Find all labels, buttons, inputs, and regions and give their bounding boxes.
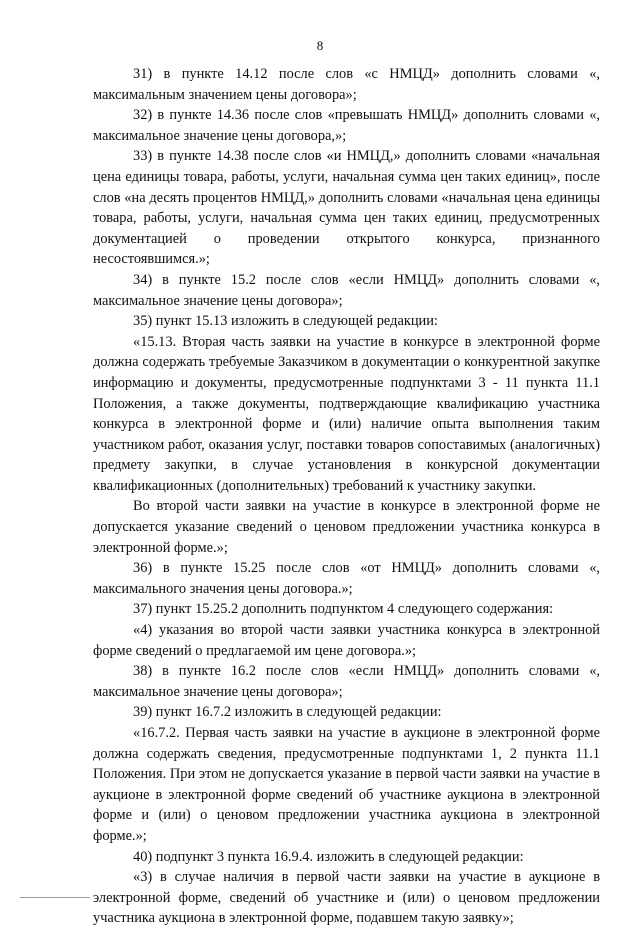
page-number: 8: [316, 38, 324, 53]
paragraph-item-40: 40) подпункт 3 пункта 16.9.4. изложить в следующей редакции:: [133, 848, 524, 865]
paragraph-item-38: 38) в пункте 16.2 после слов «если НМЦД» дополнить словами «, максимальное значение цены договора»;: [93, 663, 600, 700]
document-body: [93, 64, 600, 929]
paragraph-item-31: 31) в пункте 14.12 после слов «с НМЦД» дополнить словами «, максимальным значением цены договора»;: [93, 66, 600, 103]
footer-divider: [20, 897, 90, 898]
paragraph-quote-16-7-2: «16.7.2. Первая часть заявки на участие в аукционе в электронной форме должна содержать сведения, предусмотренные подпунктами 1, 2 пункта 11.1 Положения. При этом не допускается указание в первой части заявки на участие в аукционе в электронной форме сведений об участнике аукциона в электронной форме и (или) о ценовом предложении участника аукциона в электронной форме.»;: [93, 725, 600, 844]
paragraph-item-35: 35) пункт 15.13 изложить в следующей редакции:: [133, 313, 438, 330]
paragraph-item-37: 37) пункт 15.25.2 дополнить подпунктом 4 следующего содержания:: [133, 601, 554, 618]
paragraph-quote-4: «4) указания во второй части заявки участника конкурса в электронной форме сведений о предлагаемой им цене договора.»;: [93, 622, 600, 659]
paragraph-item-36: 36) в пункте 15.25 после слов «от НМЦД» дополнить словами «, максимального значения цены договора.»;: [93, 560, 600, 597]
paragraph-item-39: 39) пункт 16.7.2 изложить в следующей редакции:: [133, 704, 442, 721]
paragraph-item-33: 33) в пункте 14.38 после слов «и НМЦД,» дополнить словами «начальная цена единицы товара, работы, услуги, начальная сумма цен таких единиц», после слов «на десять процентов НМЦД,» дополнить словами «начальная цена единицы товара, работы, услуги, начальная сумма цен таких единиц, предусмотренных документацией о проведении открытого конкурса, признанного несостоявшимся.»;: [93, 148, 600, 268]
paragraph-item-32: 32) в пункте 14.36 после слов «превышать НМЦД» дополнить словами «, максимальное значение цены договора,»;: [93, 107, 600, 144]
paragraph-item-34: 34) в пункте 15.2 после слов «если НМЦД» дополнить словами «, максимальное значение цены договора»;: [93, 271, 600, 309]
paragraph-quote-3: «3) в случае наличия в первой части заявки на участие в аукционе в электронной форме, сведений об участнике и (или) о ценовом предложении участника аукциона в электронной форме, подавшем такую заявку»;: [93, 869, 600, 927]
paragraph-quote-15-13-cont: Во второй части заявки на участие в конкурсе в электронной форме не допускается указание сведений о ценовом предложении участника конкурса в электронной форме.»;: [93, 498, 600, 556]
paragraph-quote-15-13: «15.13. Вторая часть заявки на участие в конкурсе в электронной форме должна содержать требуемые Заказчиком в документации о конкурентной закупке информацию и документы, предусмотренные подпунктами 3 - 11 пункта 11.1 Положения, а также документы, подтверждающие квалификацию участника конкурса в электронной форме и (или) наличие опыта выполнения таким участником работ, оказания услуг, поставки товаров сопоставимых (аналогичных) предмету закупки, в случае установления в конкурсной документации квалификационных (дополнительных) требований к участнику закупки.: [93, 333, 600, 494]
